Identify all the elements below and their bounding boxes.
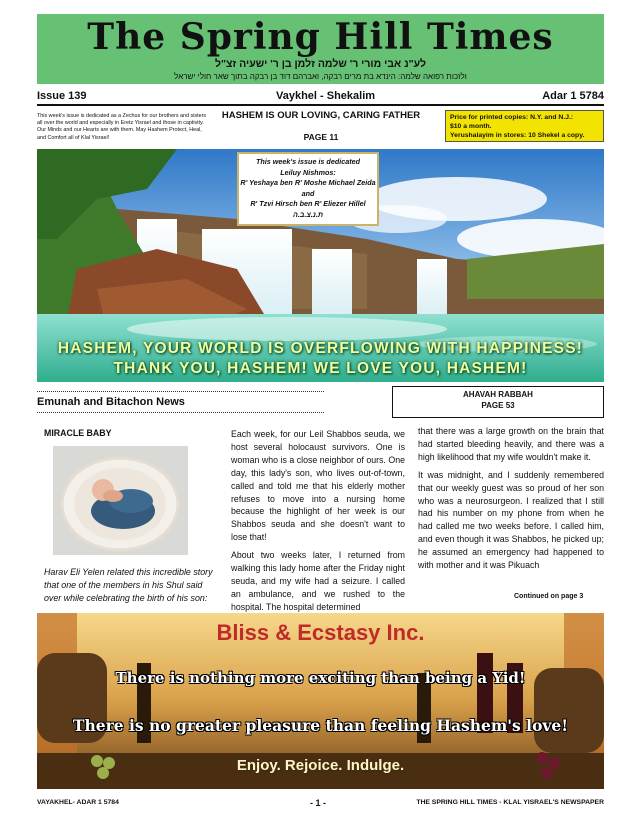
section-rule-bottom [37, 412, 324, 413]
memorial-line-2: Leiluy Nishmos: [280, 167, 336, 177]
parsha-name: Vaykhel - Shekalim [276, 90, 376, 102]
hero-banner-line-1: HASHEM, YOUR WORLD IS OVERFLOWING WITH HAPPINESS! [57, 340, 584, 357]
price-line-1: Price for printed copies: N.Y. and N.J.: [450, 114, 574, 121]
article-paragraph: It was midnight, and I suddenly remembered that our weekly guest was so proud of her son who was a neurosurgeon. I realized that I still had his number on my phone from when he had called me two weeks before. I called him, and even though it was Shabbos, he picked up; he assumed an emergency had happened to with mother and it was Pikuach [418, 469, 604, 571]
hero-banner-line-2: THANK YOU, HASHEM! WE LOVE YOU, HASHEM! [113, 360, 528, 377]
ahavah-title: AHAVAH RABBAH [463, 390, 533, 399]
memorial-line-5: R' Tzvi Hirsch ben R' Eliezer Hillel [250, 199, 366, 208]
weekly-dedication: This week's issue is dedicated as a Zechus for our brothers and sisters all over the world and especially in Eretz Yisrael and those in captivity. Our Minds and our Hearts are with them. May Hashem Protect, Heal, and Comfort all of Klal Yisrael! [37, 113, 207, 141]
article-intro: Harav Eli Yelen related this incredible story that one of the members in his Shul said over while celebrating the birth of his son: [44, 567, 213, 603]
ad-title: Bliss & Ecstasy Inc. [216, 620, 425, 645]
lead-headline-page: PAGE 11 [303, 132, 339, 142]
newspaper-title: The Spring Hill Times [87, 16, 554, 58]
price-box [445, 110, 604, 142]
hebrew-dedication-line-2: ולזכות רפואה שלמה: הינדא בת מרים רבקה, ואברהם דוד בן רבקה בתוך שאר חולי ישראל [174, 72, 467, 81]
issue-bar [37, 88, 604, 106]
ahavah-rabbah-box [392, 386, 604, 418]
issue-number: Issue 139 [37, 90, 87, 102]
hebrew-dedication-line-1: לע"נ אבי מורי ר' שלמה זלמן בן ר' ישעיה זצ"ל [215, 58, 426, 70]
article-column-3 [418, 425, 604, 577]
article-paragraph: Each week, for our Leil Shabbos seuda, we host several holocaust survivors. One is woman who is a close neighbor of ours. One day, this lady's son, who lives out-of-town, called and told me that his elderly mother refuses to move into a nursing home because the highlight of her week is our Shabbos seuda and she doesn't want to lose that! [231, 429, 405, 543]
footer-right: THE SPRING HILL TIMES - KLAL YISRAEL'S NEWSPAPER [416, 799, 604, 806]
price-line-2: $10 a month. [450, 123, 492, 130]
article-heading: MIRACLE BABY [44, 428, 112, 438]
ad-tagline: Enjoy. Rejoice. Indulge. [236, 757, 405, 774]
memorial-line-3: R' Yeshaya ben R' Moshe Michael Zeida [240, 178, 376, 187]
footer-left: VAYAKHEL- ADAR 1 5784 [37, 799, 119, 806]
masthead [37, 14, 604, 84]
article-paragraph: About two weeks later, I returned from walking this lady home after the Friday night seuda, and my wife had a seizure. I called an ambulance, and we rushed to the hospital. The hospital determined [231, 550, 405, 612]
issue-date: Adar 1 5784 [542, 90, 604, 102]
continued-note: Continued on page 3 [514, 593, 584, 600]
article-paragraph: that there was a large growth on the brain that had started bleeding heavily, and there was a high likelihood that my wife wouldn't make it. [418, 426, 604, 462]
ad-slogan-2: There is no greater pleasure than feeling Hashem's love! [72, 716, 569, 735]
price-line-3: Yerushalayim in stores: 10 Shekel a copy. [450, 132, 585, 139]
article-column-2 [231, 428, 405, 619]
memorial-line-6: ת.נ.צ.ב.ה [292, 209, 324, 219]
memorial-dedication-box [237, 152, 379, 226]
ad-slogan-1: There is nothing more exciting than being a Yid! [115, 669, 526, 687]
page-number: - 1 - [310, 798, 327, 808]
section-title: Emunah and Bitachon News [37, 396, 185, 408]
section-rule-top [37, 391, 324, 392]
ahavah-page: PAGE 53 [481, 400, 515, 410]
lead-headline: HASHEM IS OUR LOVING, CARING FATHER [221, 110, 421, 121]
memorial-line-1: This week's issue is dedicated [256, 157, 360, 166]
page-footer [37, 798, 604, 812]
memorial-line-4: and [301, 188, 315, 198]
baby-photo [53, 446, 188, 555]
